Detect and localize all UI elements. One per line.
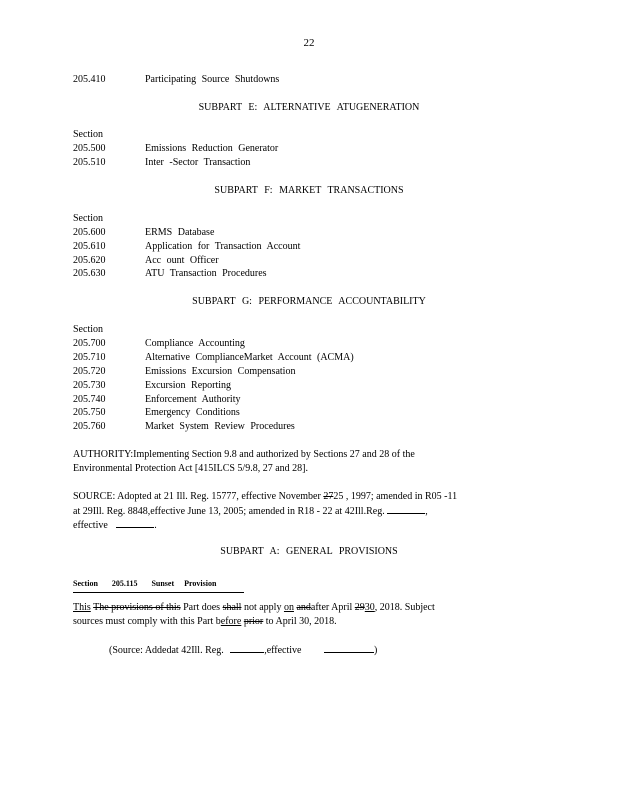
- section-number: 205.720: [73, 366, 106, 377]
- section-word: Section: [73, 579, 98, 588]
- section-number: 205.620: [73, 255, 106, 266]
- section-title: Compliance Accounting: [145, 338, 245, 349]
- source-text: effective: [73, 520, 108, 531]
- struck-text: The provisions of this: [93, 602, 181, 613]
- section-number: 205.610: [73, 241, 106, 252]
- toc-row: [73, 267, 267, 281]
- section-title: ERMS Database: [145, 227, 215, 238]
- section-number: 205.500: [73, 143, 106, 154]
- source-line-1: [73, 490, 457, 504]
- subpart-f-heading: SUBPART F: MARKET TRANSACTIONS: [214, 185, 404, 196]
- section-number: 205.115: [111, 579, 138, 588]
- section-column-label: Section: [73, 213, 103, 224]
- section-title: ATU Transaction Procedures: [145, 268, 267, 279]
- toc-row: [73, 365, 295, 379]
- subpart-e-heading: SUBPART E: ALTERNATIVE ATUGENERATION: [198, 102, 420, 113]
- toc-row: [73, 406, 240, 420]
- authority-line-1: AUTHORITY:Implementing Section 9.8 and authorized by Sections 27 and 28 of the: [73, 449, 415, 460]
- struck-text: 29: [354, 602, 365, 613]
- section-title: Application for Transaction Account: [145, 241, 301, 252]
- source-text: .: [154, 520, 157, 531]
- blank-line: [324, 643, 374, 653]
- source-note-text: ): [374, 645, 378, 656]
- blank-line: [116, 518, 154, 528]
- toc-row: [73, 379, 231, 393]
- toc-row: [73, 156, 250, 170]
- source-note: [109, 643, 377, 658]
- inserted-text: This: [73, 602, 91, 613]
- section-title: Emergency Conditions: [145, 407, 240, 418]
- body-text: Part does: [183, 602, 221, 613]
- toc-row: [73, 420, 295, 434]
- subpart-g-heading: SUBPART G: PERFORMANCE ACCOUNTABILITY: [192, 296, 426, 307]
- section-number: 205.600: [73, 227, 106, 238]
- toc-row: [73, 73, 279, 87]
- section-number: 205.700: [73, 338, 106, 349]
- body-text: , 2018. Subject: [374, 602, 435, 613]
- section-title: Inter -Sector Transaction: [145, 157, 251, 168]
- section-number: 205.710: [73, 352, 106, 363]
- section-heading: [73, 577, 244, 593]
- source-text: at 29Ill. Reg. 8848,effective June 13, 2005; amended in R18 - 22 at 42Ill.Reg.: [73, 506, 385, 517]
- toc-row: [73, 337, 245, 351]
- toc-row: [73, 393, 240, 407]
- section-title: Excursion Reporting: [145, 380, 232, 391]
- page-number: 22: [303, 37, 315, 49]
- section-title: Acc ount Officer: [145, 255, 219, 266]
- body-text: sources must comply with this Part b: [73, 616, 221, 627]
- struck-text: prior: [243, 616, 264, 627]
- section-title: Enforcement Authority: [145, 394, 241, 405]
- toc-row: [73, 254, 219, 268]
- toc-row: [73, 226, 214, 240]
- authority-line-2: Environmental Protection Act [415ILCS 5/9.8, 27 and 28].: [73, 463, 308, 474]
- section-number: 205.740: [73, 394, 106, 405]
- section-number: 205.760: [73, 421, 106, 432]
- blank-line: [230, 643, 264, 653]
- inserted-text: 30: [364, 602, 375, 613]
- section-title: Emissions Reduction Generator: [145, 143, 279, 154]
- section-number: 205.750: [73, 407, 106, 418]
- section-number: 205.730: [73, 380, 106, 391]
- sunset-line-2: [73, 615, 337, 629]
- section-title: Sunset Provision: [151, 579, 217, 588]
- section-title: Participating Source Shutdowns: [145, 74, 280, 85]
- section-title: Emissions Excursion Compensation: [145, 366, 296, 377]
- source-line-2: [73, 504, 428, 519]
- section-column-label: Section: [73, 324, 103, 335]
- blank-line: [387, 504, 425, 514]
- inserted-text: on: [283, 602, 294, 613]
- body-text: after April: [310, 602, 355, 613]
- body-text: to April 30, 2018.: [263, 616, 337, 627]
- inserted-text: efore: [220, 616, 242, 627]
- source-text: ,: [425, 506, 428, 517]
- toc-row: [73, 142, 278, 156]
- section-number: 205.410: [73, 74, 106, 85]
- section-title: Alternative ComplianceMarket Account (ACMA): [145, 352, 354, 363]
- section-number: 205.510: [73, 157, 106, 168]
- subpart-a-heading: SUBPART A: GENERAL PROVISIONS: [220, 546, 398, 557]
- sunset-line-1: [73, 601, 435, 615]
- source-note-text: (Source: Addedat 42Ill. Reg.: [109, 645, 224, 656]
- section-title: Market System Review Procedures: [145, 421, 295, 432]
- section-column-label: Section: [73, 129, 103, 140]
- source-line-3: [73, 518, 157, 533]
- toc-row: [73, 240, 300, 254]
- source-text: 25 , 1997; amended in R05 -11: [333, 491, 458, 502]
- source-text: SOURCE: Adopted at 21 Ill. Reg. 15777, effective November: [73, 491, 324, 502]
- body-text: not apply: [243, 602, 284, 613]
- toc-row: [73, 351, 354, 365]
- struck-text: and: [296, 602, 311, 613]
- source-note-text: ,effective: [264, 645, 302, 656]
- struck-text: 27: [323, 491, 334, 502]
- section-number: 205.630: [73, 268, 106, 279]
- struck-text: shall: [222, 602, 242, 613]
